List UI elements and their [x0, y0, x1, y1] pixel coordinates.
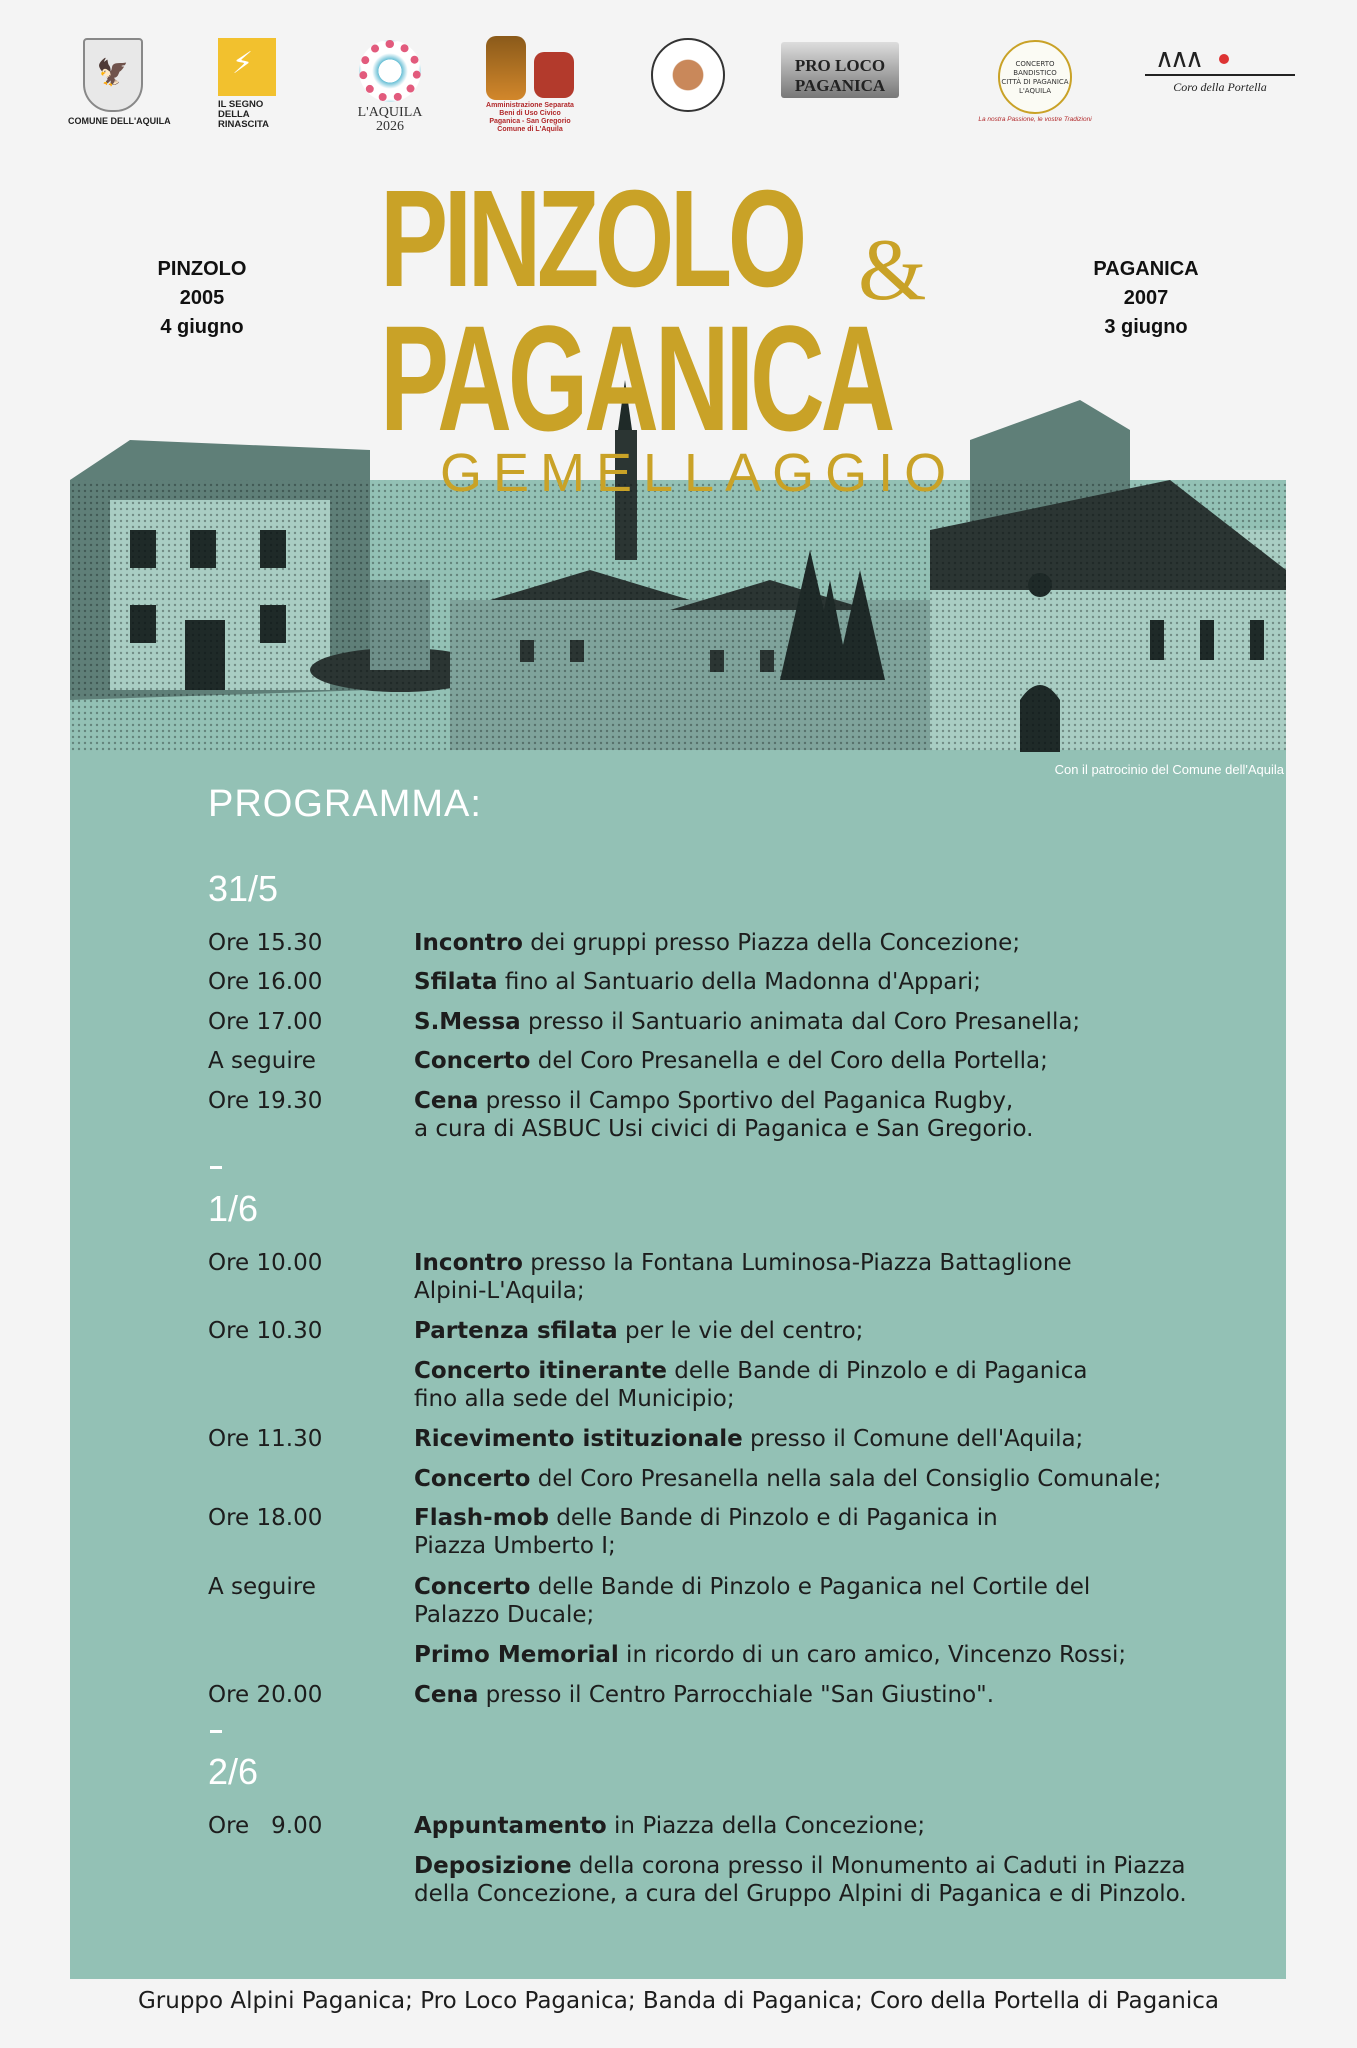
event-desc [414, 1425, 1214, 1453]
event-desc [414, 929, 1214, 957]
event-text: presso la Fontana Luminosa-Piazza Battaglione [522, 1250, 1072, 1276]
event-title: Incontro [414, 930, 523, 956]
pinzolo-year: 2005 [179, 287, 225, 309]
event-text-line2: Palazzo Ducale; [414, 1602, 595, 1628]
event-text: per le vie del centro; [617, 1318, 864, 1344]
mosaic-ring-icon [359, 40, 421, 102]
paganica-date: 3 giugno [1104, 316, 1188, 338]
sun-dot-icon [1219, 54, 1229, 64]
event-text-line2: Alpini-L'Aquila; [414, 1278, 585, 1304]
event-title: Ricevimento istituzionale [414, 1426, 743, 1452]
event-desc [414, 1465, 1214, 1493]
concerto-motto: La nostra Passione, le vostre Tradizioni [978, 116, 1092, 123]
event-text: del Coro Presanella e del Coro della Portella; [530, 1048, 1048, 1074]
aquila-2026-logo [340, 30, 440, 134]
church-building-icon [781, 42, 899, 98]
event-text: della corona presso il Monumento ai Caduti in Piazza [571, 1853, 1186, 1879]
event-text: presso il Centro Parrocchiale "San Giustino". [478, 1682, 995, 1708]
pinzolo-date-block [102, 255, 302, 342]
paganica-year: 2007 [1123, 287, 1169, 309]
concerto-bandistico-logo [960, 30, 1110, 123]
day-heading-1: 31/5 [208, 868, 279, 909]
usi-caption-1: Amministrazione Separata [486, 102, 574, 109]
sezione-abruzzi-badge-logo [638, 30, 738, 112]
event-title: Concerto [414, 1048, 531, 1074]
event-title: Deposizione [414, 1853, 572, 1879]
aquila-2026-caption-1: L'AQUILA [357, 105, 423, 120]
lightning-icon [218, 38, 276, 96]
segno-rinascita-logo [218, 30, 298, 130]
event-time: Ore 15.30 [208, 930, 323, 956]
event-text: delle Bande di Pinzolo e Paganica nel Cortile del [530, 1574, 1091, 1600]
coro-portella-logo [1145, 30, 1295, 95]
event-time: Ore 17.00 [208, 1009, 323, 1035]
day-heading-2: 1/6 [208, 1188, 259, 1229]
event-desc [414, 1641, 1214, 1669]
organizers-footer: Gruppo Alpini Paganica; Pro Loco Paganica; Banda di Paganica; Coro della Portella di Paganica [137, 1988, 1220, 2014]
title-paganica: PAGANICA [380, 294, 892, 462]
segno-caption-3: RINASCITA [218, 119, 270, 130]
comune-logo-caption: COMUNE DELL'AQUILA [68, 116, 171, 126]
programme-title: PROGRAMMA: [208, 783, 482, 825]
event-desc [414, 1681, 1214, 1709]
paganica-date-block [1046, 255, 1246, 342]
event-desc [414, 1249, 1214, 1305]
title-pinzolo: PINZOLO [380, 162, 803, 316]
segno-caption-2: DELLA [218, 109, 250, 120]
event-desc [414, 1504, 1214, 1560]
event-title: Cena [414, 1088, 479, 1114]
patrocinio-note: Con il patrocinio del Comune dell'Aquila [1054, 762, 1284, 777]
event-time: Ore 20.00 [208, 1682, 323, 1708]
event-text-line2: della Concezione, a cura del Gruppo Alpini di Paganica e di Pinzolo. [414, 1881, 1187, 1907]
aquila-2026-caption-2: 2026 [376, 119, 404, 134]
paganica-name: PAGANICA [1093, 258, 1199, 280]
pinzolo-date: 4 giugno [160, 316, 244, 338]
event-time: Ore 18.00 [208, 1505, 323, 1531]
event-text-line2: Piazza Umberto I; [414, 1533, 616, 1559]
event-desc [414, 1357, 1214, 1413]
event-text: delle Bande di Pinzolo e di Paganica in [548, 1505, 998, 1531]
day-separator [210, 1730, 222, 1733]
event-desc [414, 968, 1214, 996]
event-time: Ore 16.00 [208, 969, 323, 995]
event-title: Flash-mob [414, 1505, 549, 1531]
day-heading-3: 2/6 [208, 1751, 259, 1792]
event-text-line2: a cura di ASBUC Usi civici di Paganica e San Gregorio. [414, 1116, 1034, 1142]
event-time: Ore 11.30 [208, 1426, 323, 1452]
event-text: dei gruppi presso Piazza della Concezione; [522, 930, 1021, 956]
event-title: S.Messa [414, 1009, 521, 1035]
usi-civici-logo [470, 30, 590, 134]
event-time: Ore 10.30 [208, 1318, 323, 1344]
mountains-icon [1145, 44, 1295, 76]
event-title: Incontro [414, 1250, 523, 1276]
usi-caption-2: Beni di Uso Civico [499, 110, 561, 117]
pro-loco-caption: PRO LOCO PAGANICA [794, 56, 886, 95]
concerto-caption-1: CONCERTO BANDISTICO [1013, 60, 1057, 77]
event-desc [414, 1008, 1214, 1036]
event-title: Sfilata [414, 969, 498, 995]
title-ampersand: & [858, 222, 927, 319]
saint-figures-icon [482, 36, 578, 100]
event-title: Partenza sfilata [414, 1318, 618, 1344]
coro-caption: Coro della Portella [1173, 80, 1267, 94]
comune-aquila-logo [68, 30, 171, 126]
event-title: Cena [414, 1682, 479, 1708]
event-text: presso il Santuario animata dal Coro Presanella; [520, 1009, 1081, 1035]
eagle-shield-icon [83, 38, 143, 112]
day-separator [210, 1166, 222, 1169]
event-text: delle Bande di Pinzolo e di Paganica [667, 1358, 1088, 1384]
event-time: Ore 10.00 [208, 1250, 323, 1276]
event-text: del Coro Presanella nella sala del Consiglio Comunale; [530, 1466, 1162, 1492]
event-text: in Piazza della Concezione; [606, 1813, 926, 1839]
event-time: A seguire [208, 1048, 316, 1074]
event-time: A seguire [208, 1574, 316, 1600]
event-desc [414, 1087, 1214, 1143]
event-text: in ricordo di un caro amico, Vincenzo Rossi; [618, 1642, 1127, 1668]
event-title: Concerto [414, 1574, 531, 1600]
event-time: Ore 19.30 [208, 1088, 323, 1114]
event-desc [414, 1812, 1214, 1840]
event-desc [414, 1047, 1214, 1075]
alpine-hat-badge-icon [651, 38, 725, 112]
concerto-caption-3: L'AQUILA [1018, 87, 1052, 95]
event-title: Primo Memorial [414, 1642, 619, 1668]
event-text: fino al Santuario della Madonna d'Appari; [497, 969, 981, 995]
event-desc [414, 1317, 1214, 1345]
event-desc [414, 1852, 1214, 1908]
pro-loco-paganica-logo [775, 30, 905, 98]
event-title: Concerto [414, 1466, 531, 1492]
event-time: Ore 9.00 [208, 1813, 323, 1839]
subtitle-gemellaggio: GEMELLAGGIO [440, 443, 958, 503]
usi-caption-4: Comune di L'Aquila [497, 126, 563, 133]
concerto-caption-2: CITTÀ DI PAGANICA [1001, 78, 1069, 86]
pinzolo-name: PINZOLO [157, 258, 247, 280]
concerto-emblem-icon [998, 40, 1072, 114]
sponsor-logos-row [60, 30, 1300, 150]
usi-caption-3: Paganica - San Gregorio [489, 118, 571, 125]
event-title: Appuntamento [414, 1813, 607, 1839]
event-title: Concerto itinerante [414, 1358, 667, 1384]
event-text-line2: fino alla sede del Municipio; [414, 1386, 735, 1412]
segno-caption-1: IL SEGNO [218, 99, 264, 110]
event-text: presso il Campo Sportivo del Paganica Rugby, [478, 1088, 1014, 1114]
event-text: presso il Comune dell'Aquila; [742, 1426, 1084, 1452]
event-desc [414, 1573, 1214, 1629]
